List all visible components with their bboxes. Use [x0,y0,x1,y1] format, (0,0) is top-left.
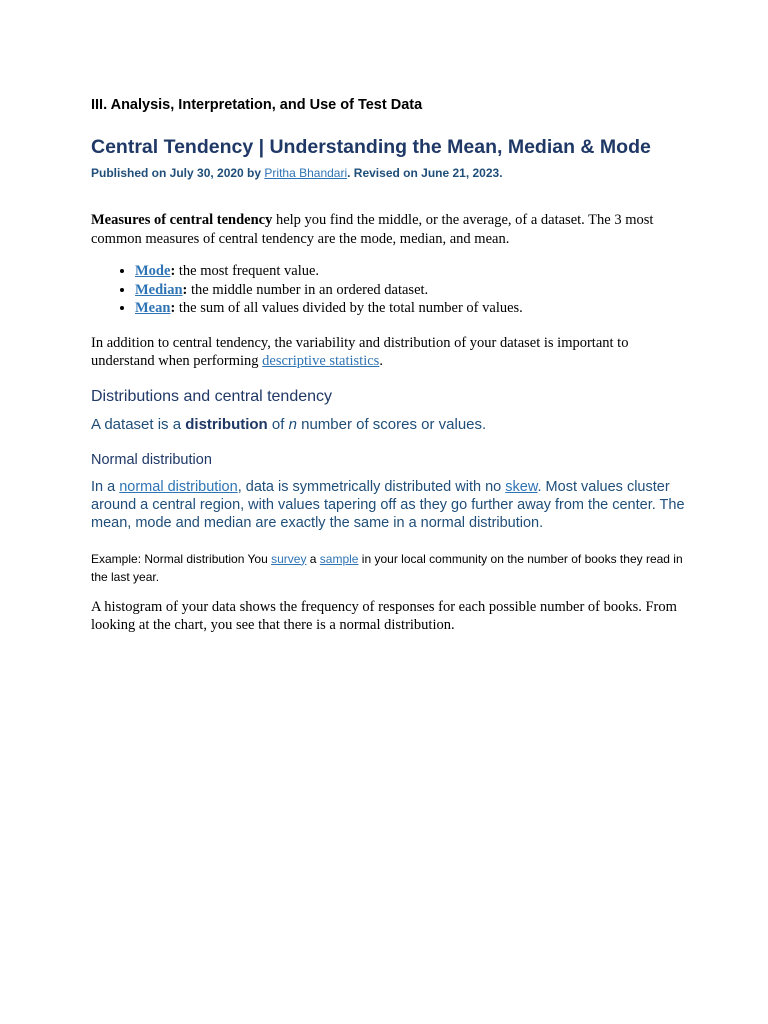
section-heading: III. Analysis, Interpretation, and Use of Test Data [91,97,423,113]
mean-definition: the sum of all values divided by the total number of values. [175,300,523,316]
n-variable: n [288,415,297,433]
mean-link[interactable]: Mean [135,300,171,316]
median-link[interactable]: Median [135,281,183,298]
document-content [91,95,687,635]
intro-bold-term: Measures of central tendency [91,212,273,228]
list-item-median: • Median: the middle number in an ordered dataset. [135,281,687,300]
median-definition: the middle number in an ordered dataset. [187,281,429,298]
skew-link[interactable]: skew [505,478,538,495]
list-item-mean: • Mean: the sum of all values divided by the total number of values. [135,299,687,318]
distribution-term: distribution [185,415,268,433]
intro-text: help you find the middle, or the average, of a dataset. The 3 most common measures of central tendency are the mode, median, and mean. [91,212,654,247]
byline [91,165,687,181]
dataset-paragraph: A dataset is a distribution of n number of scores or values. [91,415,487,433]
normal-paragraph: In a normal distribution, data is symmetrically distributed with no skew. Most values cluster around a central region, with values tapering off as they go further away from the center. The mean, mode and median are exactly the same in a normal distribution. [91,478,685,531]
distributions-heading: Distributions and central tendency [91,387,333,405]
addition-text: In addition to central tendency, the variability and distribution of your dataset is important to understand when performing [91,334,629,369]
addition-paragraph: In addition to central tendency, the variability and distribution of your dataset is important to understand when performing descriptive statistics. [91,334,629,369]
normal-distribution-link[interactable]: normal distribution [119,478,238,495]
published-date: Published on July 30, 2020 by [91,166,265,180]
histogram-paragraph: A histogram of your data shows the frequency of responses for each possible number of books. From looking at the chart, you see that there is a normal distribution. [91,598,677,633]
example-paragraph: Example: Normal distribution You survey a sample in your local community on the number of books they read in the last year. [91,551,683,584]
descriptive-statistics-link[interactable]: descriptive statistics [262,353,380,369]
list-item-mode: • Mode: the most frequent value. [135,262,687,281]
revised-date: . Revised on June 21, 2023. [347,166,503,180]
survey-link[interactable]: survey [271,551,307,566]
mode-definition: the most frequent value. [175,263,320,279]
normal-distribution-heading: Normal distribution [91,451,212,468]
article-title: Central Tendency | Understanding the Mean, Median & Mode [91,136,651,158]
sample-link[interactable]: sample [319,551,359,566]
mode-link[interactable]: Mode [135,263,171,279]
measures-list [91,262,687,318]
author-link[interactable]: Pritha Bhandari [264,166,348,180]
intro-paragraph [91,211,687,248]
